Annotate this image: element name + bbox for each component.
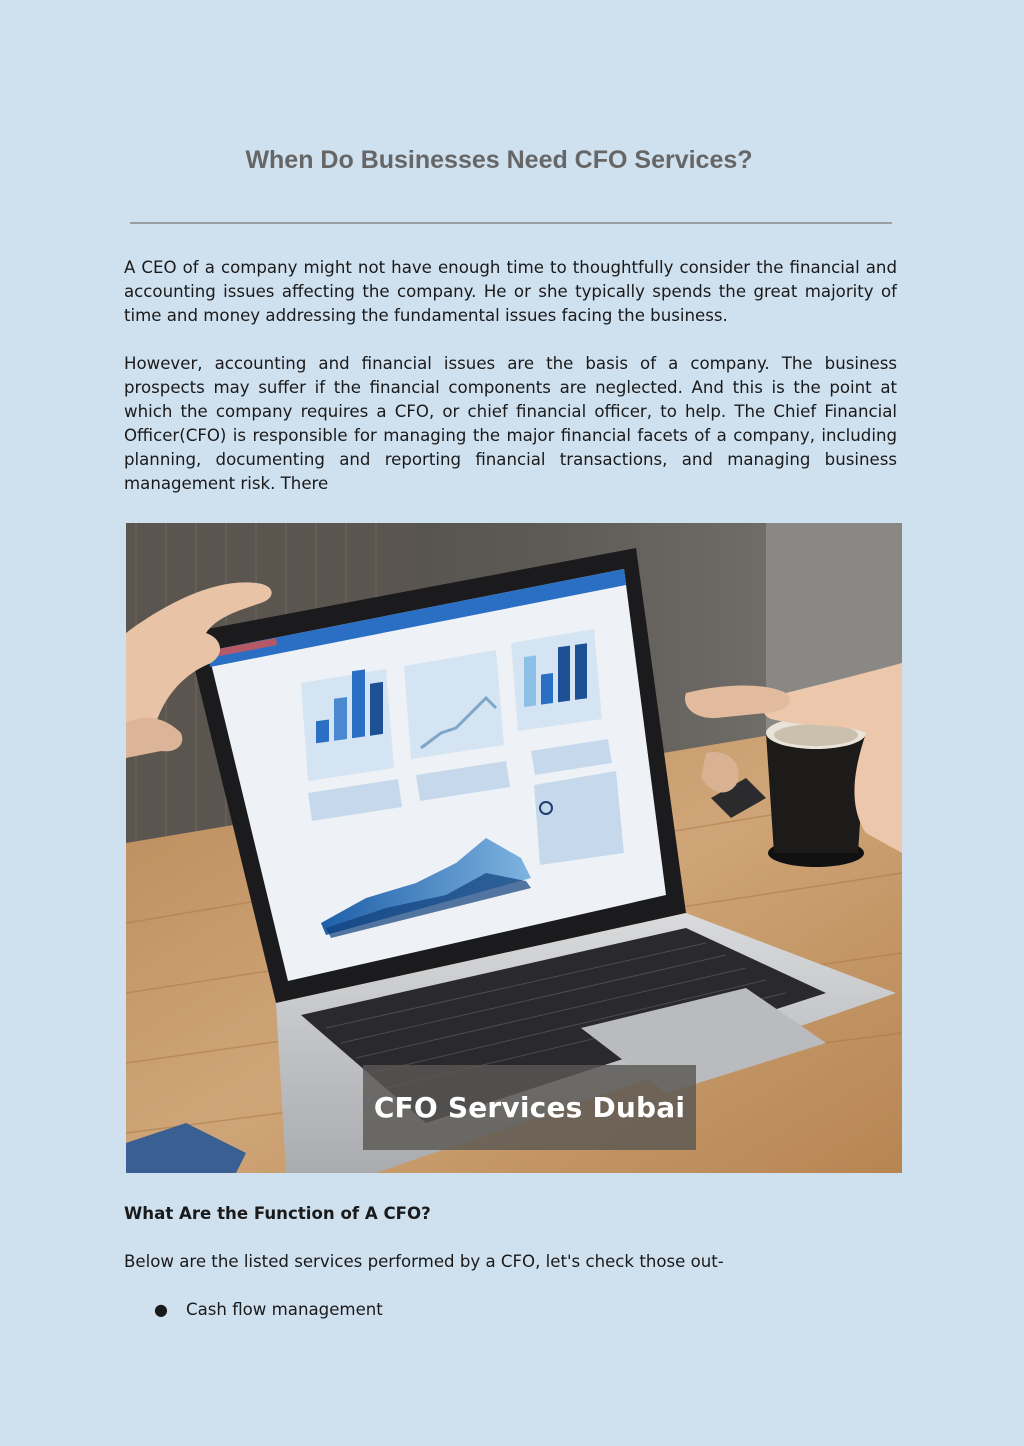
bullet-marker: ● xyxy=(154,1300,168,1319)
laptop-photo xyxy=(126,523,902,1173)
list-item xyxy=(124,1298,383,1322)
services-list xyxy=(124,1298,383,1322)
list-item-text: Cash flow management xyxy=(186,1300,383,1319)
paragraph-cfo-role: However, accounting and financial issues are the basis of a company. The business prospects may suffer if the financial components are neglected. And this is the point at which the company requires a CFO, or chief financial officer, to help. The Chief Financial Officer(CFO) is responsible for managing the major financial facets of a company, including planning, documenting and reporting financial transactions, and managing business management risk. There xyxy=(124,354,897,493)
page-title: When Do Businesses Need CFO Services? xyxy=(245,146,753,174)
title-divider xyxy=(130,222,892,224)
section-heading: What Are the Function of A CFO? xyxy=(124,1204,431,1223)
section-intro: Below are the listed services performed by a CFO, let's check those out- xyxy=(124,1252,724,1271)
image-caption: CFO Services Dubai xyxy=(363,1065,696,1150)
paragraph-intro: A CEO of a company might not have enough time to thoughtfully consider the financial and accounting issues affecting the company. He or she typically spends the great majority of time and money addressing the fundamental issues facing the business. xyxy=(124,258,897,325)
